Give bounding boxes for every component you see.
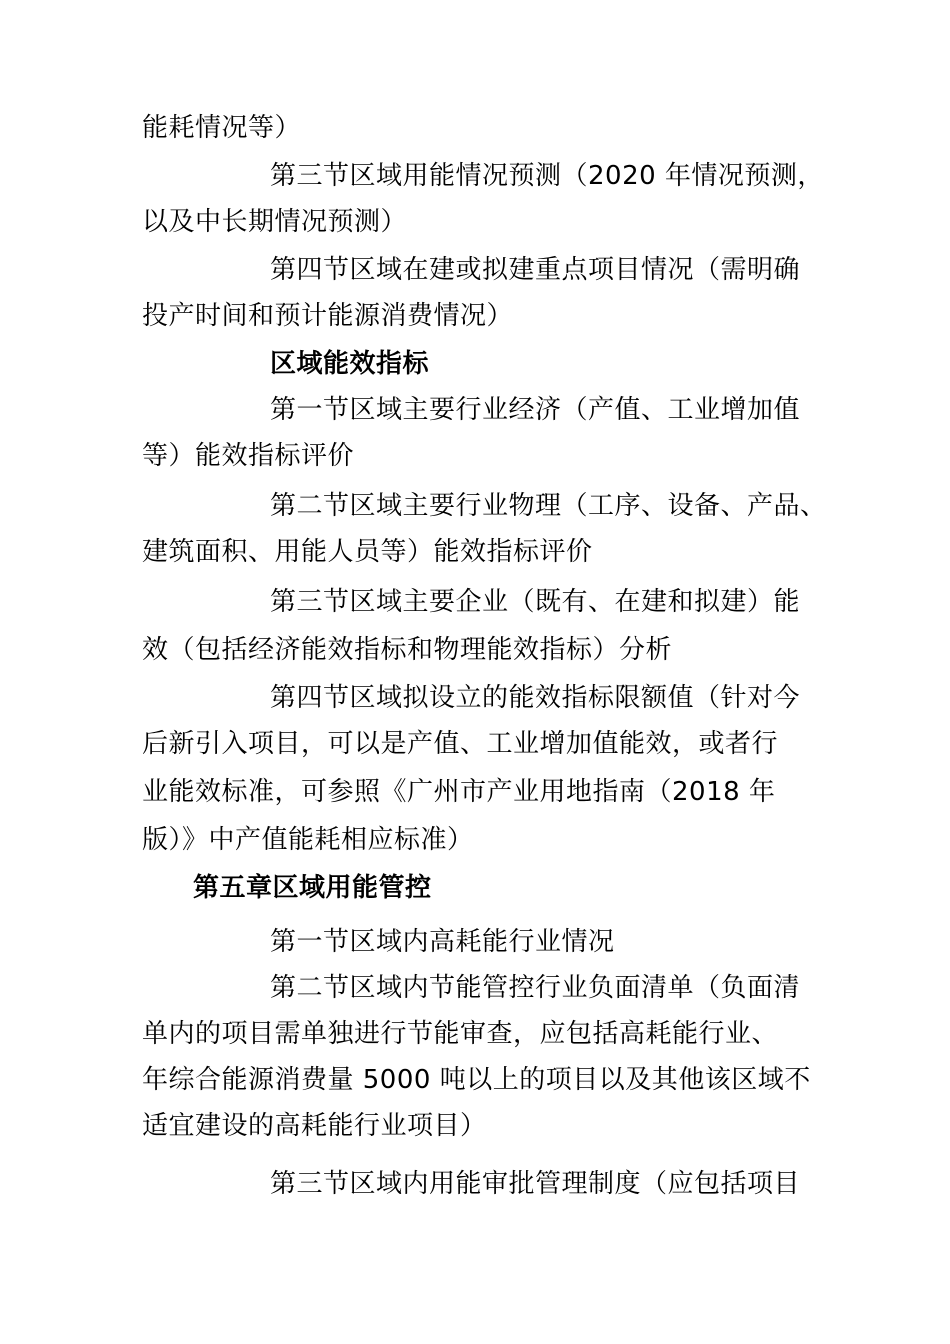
text-line: 单内的项目需单独进行节能审查，应包括高耗能行业、 xyxy=(142,1019,779,1049)
section-heading: 第二节区域主要行业物理（工序、设备、产品、 xyxy=(270,491,827,521)
text-line: 以及中长期情况预测） xyxy=(142,207,408,237)
text-line: 等）能效指标评价 xyxy=(142,441,355,471)
text-line: 建筑面积、用能人员等）能效指标评价 xyxy=(142,537,593,567)
text-line: 能耗情况等） xyxy=(142,113,302,143)
section-heading: 第四节区域在建或拟建重点项目情况（需明确 xyxy=(270,255,801,285)
text-line: 年综合能源消费量 5000 吨以上的项目以及其他该区域不 xyxy=(142,1065,811,1095)
section-heading: 第四节区域拟设立的能效指标限额值（针对今 xyxy=(270,683,801,713)
section-heading: 第二节区域内节能管控行业负面清单（负面清 xyxy=(270,973,801,1003)
section-heading: 第三节区域内用能审批管理制度（应包括项目 xyxy=(270,1169,801,1199)
text-line: 投产时间和预计能源消费情况） xyxy=(142,301,514,331)
section-heading: 第三节区域主要企业（既有、在建和拟建）能 xyxy=(270,587,801,617)
text-line: 业能效标准，可参照《广州市产业用地指南（2018 年 xyxy=(142,777,776,807)
section-heading: 第三节区域用能情况预测（2020 年情况预测， xyxy=(270,161,824,191)
text-line: 效（包括经济能效指标和物理能效指标）分析 xyxy=(142,635,673,665)
text-line: 版）》中产值能耗相应标准） xyxy=(142,825,474,855)
chapter-heading: 区域能效指标 xyxy=(270,349,430,379)
section-heading: 第一节区域主要行业经济（产值、工业增加值 xyxy=(270,395,801,425)
text-line: 后新引入项目，可以是产值、工业增加值能效，或者行 xyxy=(142,729,779,759)
section-heading: 第一节区域内高耗能行业情况 xyxy=(270,927,615,957)
text-line: 适宜建设的高耗能行业项目） xyxy=(142,1111,487,1141)
chapter-heading: 第五章区域用能管控 xyxy=(193,873,432,903)
